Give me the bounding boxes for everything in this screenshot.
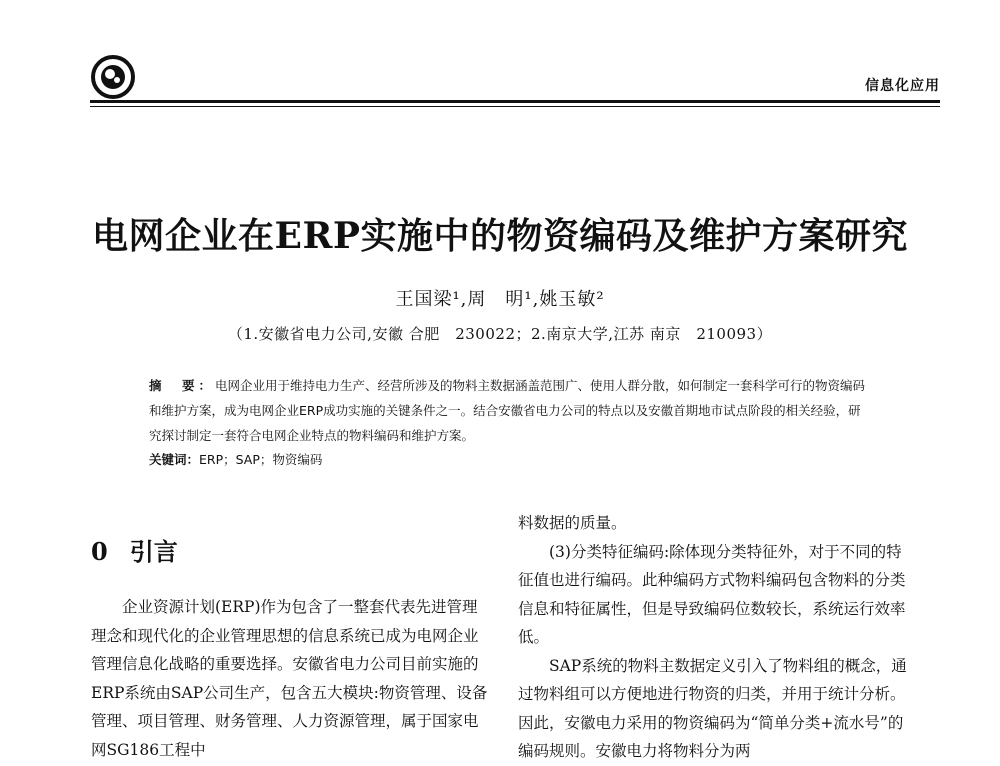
abstract-text: 电网企业用于维持电力生产、经营所涉及的物料主数据涵盖范围广、使用人群分散，如何制定一套科学可行的物资编码和维护方案，成为电网企业ERP成功实施的关键条件之一。结合安徽省电力公司的特点以及安徽首期地市试点阶段的相关经验，研究探讨制定一套符合电网企业特点的物料编码和维护方案。 — [149, 378, 866, 443]
right-column — [518, 509, 910, 766]
abstract — [149, 373, 869, 448]
authors: 王国梁¹,周 明¹,姚玉敏² — [395, 289, 605, 310]
paragraph: (3)分类特征编码:除体现分类特征外，对于不同的特征值也进行编码。此种编码方式物料编码包含物料的分类信息和特征属性，但是导致编码位数较长，系统运行效率低。 — [518, 542, 906, 646]
section-title: 引言 — [129, 537, 178, 566]
header-rule — [90, 100, 940, 103]
paragraph: 企业资源计划(ERP)作为包含了一整套代表先进管理理念和现代化的企业管理思想的信息系统已成为电网企业管理信息化战略的重要选择。安徽省电力公司目前实施的ERP系统由SAP公司生产，包含五大模块:物资管理、设备管理、项目管理、财务管理、人力资源管理，属于国家电网SG186工程中 — [91, 598, 488, 759]
paragraph-continuation: 料数据的质量。 — [518, 514, 627, 532]
keywords-text: ERP；SAP；物资编码 — [199, 452, 323, 467]
abstract-label: 摘 要： — [149, 378, 216, 393]
paragraph: SAP系统的物料主数据定义引入了物料组的概念，通过物料组可以方便地进行物资的归类，并用于统计分析。因此，安徽电力采用的物资编码为“简单分类+流水号”的编码规则。安徽电力将物料分为两 — [518, 656, 907, 760]
section-number: 0 — [91, 537, 108, 566]
keywords-label: 关键词： — [149, 452, 200, 467]
affiliations: （1.安徽省电力公司,安徽 合肥 230022；2.南京大学,江苏 南京 210093） — [227, 325, 773, 343]
section-label: 信息化应用 — [865, 78, 940, 94]
header-rule-thin — [90, 106, 940, 107]
section-heading — [91, 532, 178, 567]
journal-logo — [90, 54, 136, 100]
left-column — [91, 593, 489, 764]
keywords — [149, 450, 322, 468]
paper-title: 电网企业在ERP实施中的物资编码及维护方案研究 — [92, 215, 908, 257]
